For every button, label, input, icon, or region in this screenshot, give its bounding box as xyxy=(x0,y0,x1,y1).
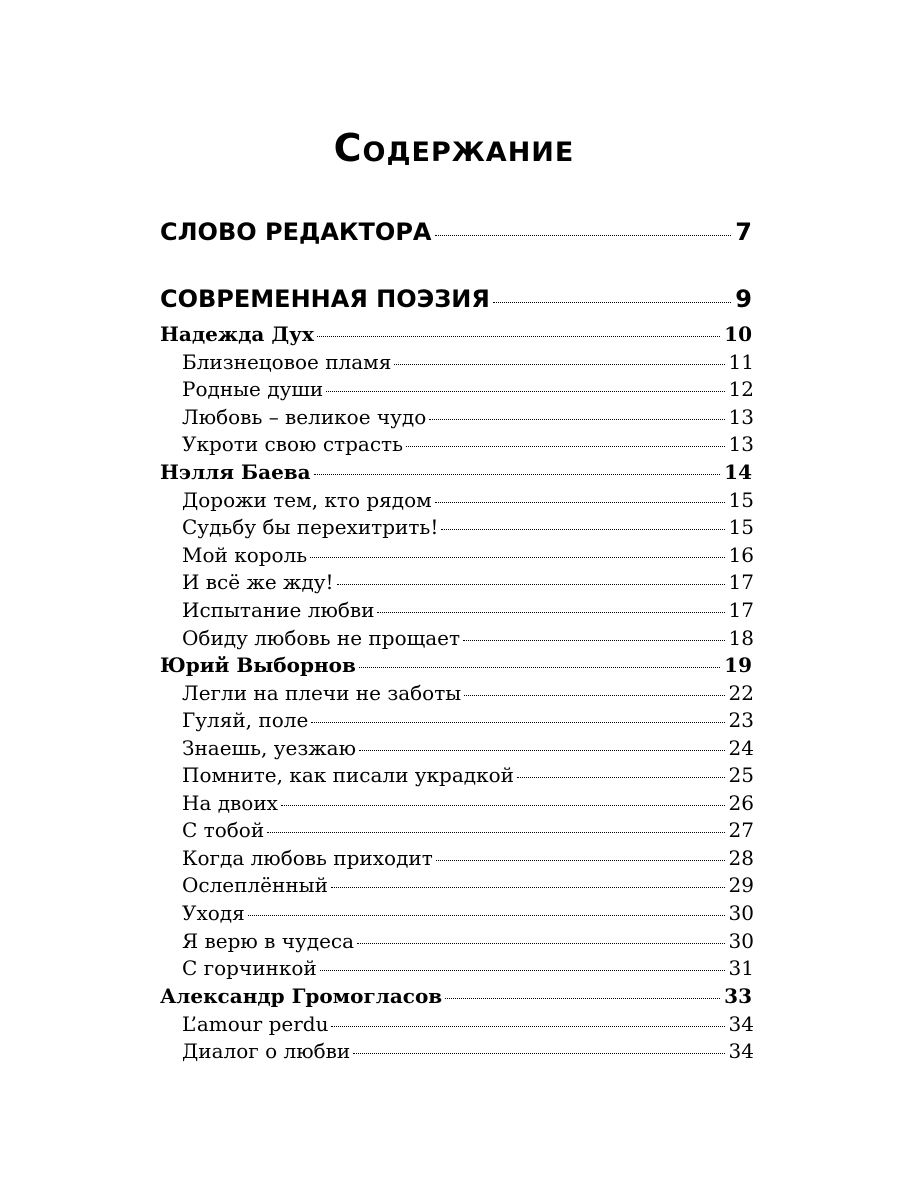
toc-author-entry[interactable] xyxy=(160,653,752,677)
toc-poem-title: Дорожи тем, кто рядом xyxy=(182,488,432,512)
toc-page-number: 33 xyxy=(724,984,752,1008)
toc-page-number: 24 xyxy=(728,736,754,760)
dot-leader xyxy=(493,302,731,303)
toc-poem-title: Любовь – великое чудо xyxy=(182,405,427,429)
toc-author-entry[interactable] xyxy=(160,984,752,1008)
toc-poem-title: Обиду любовь не прощает xyxy=(182,626,461,650)
toc-poem-entry[interactable] xyxy=(182,818,752,842)
toc-poem-title: Диалог о любви xyxy=(182,1039,351,1063)
toc-poem-entry[interactable] xyxy=(182,708,752,732)
toc-poem-entry[interactable] xyxy=(182,377,752,401)
dot-leader xyxy=(320,970,725,971)
toc-page-number: 17 xyxy=(728,598,754,622)
toc-poem-entry[interactable] xyxy=(182,626,752,650)
toc-poem-title: Помните, как писали украдкой xyxy=(182,763,514,787)
toc-page-number: 18 xyxy=(728,626,754,650)
toc-author-name: Юрий Выборнов xyxy=(160,653,356,677)
toc-poem-entry[interactable] xyxy=(182,929,752,953)
toc-poem-entry[interactable] xyxy=(182,350,752,374)
dot-leader xyxy=(281,805,725,806)
toc-poem-entry[interactable] xyxy=(182,791,752,815)
toc-page-number: 13 xyxy=(728,432,754,456)
dot-leader xyxy=(310,557,724,558)
toc-poem-title: На двоих xyxy=(182,791,278,815)
dot-leader xyxy=(406,446,725,447)
toc-poem-title: И всё же жду! xyxy=(182,570,334,594)
toc-poem-entry[interactable] xyxy=(182,543,752,567)
dot-leader xyxy=(359,667,720,668)
toc-poem-title: Укроти свою страсть xyxy=(182,432,403,456)
dot-leader xyxy=(331,887,725,888)
dot-leader xyxy=(464,695,724,696)
toc-poem-entry[interactable] xyxy=(182,763,752,787)
dot-leader xyxy=(394,364,724,365)
dot-leader xyxy=(337,584,725,585)
toc-page-number: 7 xyxy=(735,218,752,246)
toc-poem-title: Близнецовое пламя xyxy=(182,350,392,374)
toc-page-number: 15 xyxy=(728,488,754,512)
toc-poem-entry[interactable] xyxy=(182,488,752,512)
toc-page-number: 23 xyxy=(728,708,754,732)
toc-page-number: 27 xyxy=(728,818,754,842)
toc-author-name: Александр Громогласов xyxy=(160,984,443,1008)
toc-poem-entry[interactable] xyxy=(182,515,752,539)
dot-leader xyxy=(463,640,725,641)
toc-page-number: 17 xyxy=(728,570,754,594)
dot-leader xyxy=(311,722,724,723)
dot-leader xyxy=(317,336,720,337)
toc-page-number: 11 xyxy=(728,350,754,374)
toc-author-entry[interactable] xyxy=(160,322,752,346)
toc-poem-title: Судьбу бы перехитрить! xyxy=(182,515,439,539)
toc-page-number: 10 xyxy=(724,322,752,346)
toc-page-number: 34 xyxy=(728,1039,754,1063)
dot-leader xyxy=(429,419,724,420)
toc-poem-entry[interactable] xyxy=(182,681,752,705)
toc-page-number: 28 xyxy=(728,846,754,870)
toc-section-modern-poetry[interactable] xyxy=(160,285,752,313)
toc-poem-title: С тобой xyxy=(182,818,265,842)
toc-poem-entry[interactable] xyxy=(182,598,752,622)
toc-poem-title: Знаешь, уезжаю xyxy=(182,736,356,760)
toc-page-number: 31 xyxy=(728,956,754,980)
toc-page-number: 15 xyxy=(728,515,754,539)
toc-author-name: Надежда Дух xyxy=(160,322,314,346)
toc-page-number: 14 xyxy=(724,460,752,484)
dot-leader xyxy=(436,860,725,861)
toc-poem-title: Легли на плечи не заботы xyxy=(182,681,462,705)
dot-leader xyxy=(441,529,724,530)
toc-author-name: Нэлля Баева xyxy=(160,460,311,484)
toc-poem-entry[interactable] xyxy=(182,1039,752,1063)
toc-poem-title: Родные души xyxy=(182,377,324,401)
dot-leader xyxy=(435,502,725,503)
toc-poem-title: Гуляй, поле xyxy=(182,708,309,732)
toc-poem-entry[interactable] xyxy=(182,846,752,870)
toc-poem-entry[interactable] xyxy=(182,736,752,760)
toc-poem-entry[interactable] xyxy=(182,405,752,429)
toc-poem-entry[interactable] xyxy=(182,570,752,594)
toc-poem-title: L’amour perdu xyxy=(182,1012,329,1036)
toc-page-number: 30 xyxy=(728,929,754,953)
toc-poem-entry[interactable] xyxy=(182,901,752,925)
toc-page-number: 13 xyxy=(728,405,754,429)
dot-leader xyxy=(314,474,721,475)
toc-poem-entry[interactable] xyxy=(182,873,752,897)
toc-page-number: 30 xyxy=(728,901,754,925)
dot-leader xyxy=(353,1053,724,1054)
toc-page-number: 19 xyxy=(724,653,752,677)
toc-page-number: 22 xyxy=(728,681,754,705)
toc-page-number: 12 xyxy=(728,377,754,401)
toc-section-title: СОВРЕМЕННАЯ ПОЭЗИЯ xyxy=(160,285,490,313)
toc-poem-entry[interactable] xyxy=(182,956,752,980)
toc-section-editor-word[interactable] xyxy=(160,218,752,246)
toc-page-number: 16 xyxy=(728,543,754,567)
dot-leader xyxy=(359,750,725,751)
dot-leader xyxy=(248,915,725,916)
dot-leader xyxy=(357,943,724,944)
dot-leader xyxy=(326,391,724,392)
dot-leader xyxy=(517,777,725,778)
dot-leader xyxy=(377,612,724,613)
toc-section-title: СЛОВО РЕДАКТОРА xyxy=(160,218,432,246)
dot-leader xyxy=(331,1026,724,1027)
toc-poem-title: Испытание любви xyxy=(182,598,375,622)
toc-poem-entry[interactable] xyxy=(182,1012,752,1036)
dot-leader xyxy=(435,235,732,236)
toc-poem-title: Мой король xyxy=(182,543,308,567)
dot-leader xyxy=(267,832,724,833)
toc-author-entry[interactable] xyxy=(160,460,752,484)
toc-poem-entry[interactable] xyxy=(182,432,752,456)
toc-page-number: 25 xyxy=(728,763,754,787)
toc-poem-title: С горчинкой xyxy=(182,956,317,980)
toc-page-number: 34 xyxy=(728,1012,754,1036)
toc-poem-title: Уходя xyxy=(182,901,245,925)
toc-poem-title: Когда любовь приходит xyxy=(182,846,433,870)
toc-page-number: 29 xyxy=(728,873,754,897)
page-title: Содержание xyxy=(333,126,575,170)
dot-leader xyxy=(445,998,720,999)
toc-poem-title: Ослеплённый xyxy=(182,873,328,897)
toc-page-number: 26 xyxy=(728,791,754,815)
toc-page-number: 9 xyxy=(735,285,752,313)
toc-poem-title: Я верю в чудеса xyxy=(182,929,355,953)
